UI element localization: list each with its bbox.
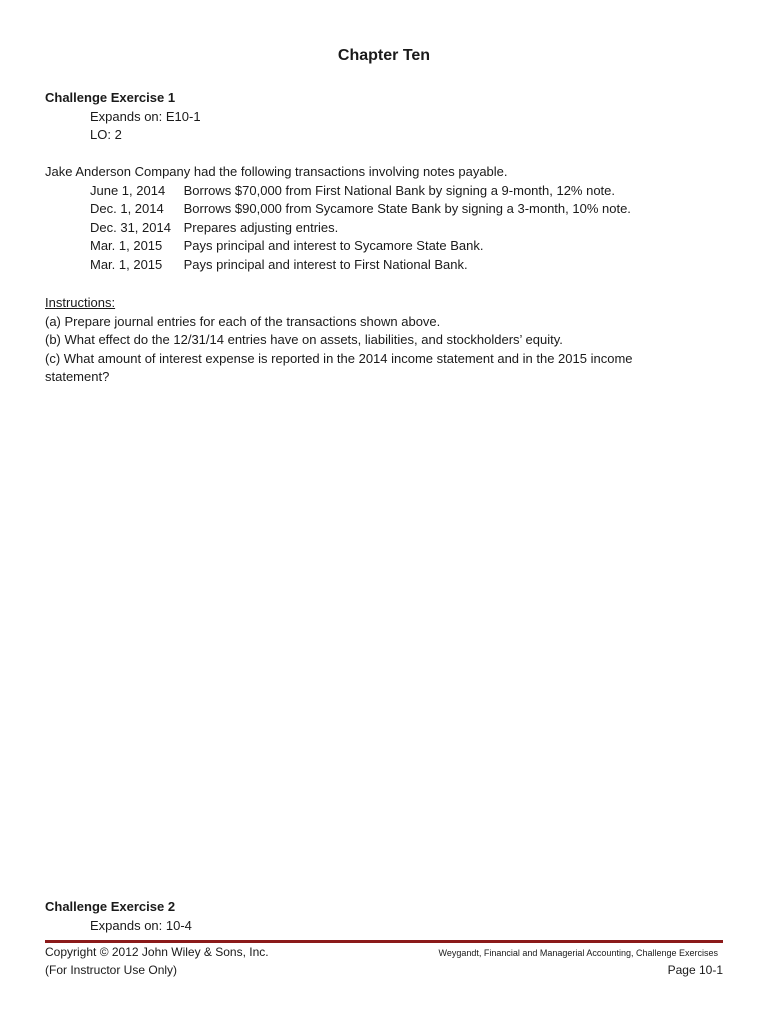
transaction-text: Borrows $90,000 from Sycamore State Bank by signing a 3-month, 10% note. (183, 201, 631, 217)
footer-instructor-note: (For Instructor Use Only) (45, 963, 178, 977)
transaction-row (45, 182, 725, 201)
transaction-text: Prepares adjusting entries. (183, 219, 339, 235)
footer-left (45, 943, 269, 979)
transactions-intro: Jake Anderson Company had the following transactions involving notes payable. (45, 164, 508, 179)
exercise-1-instructions (45, 294, 675, 387)
exercise-2-header (45, 898, 725, 935)
transaction-text: Pays principal and interest to First National Bank. (183, 256, 468, 272)
transaction-date: Mar. 1, 2015 (90, 256, 163, 272)
transaction-date: June 1, 2014 (90, 182, 166, 198)
instruction-item: (a) Prepare journal entries for each of the transactions shown above. (45, 313, 441, 329)
instructions-label: Instructions: (45, 295, 116, 310)
transaction-row (45, 200, 725, 219)
exercise-1-heading: Challenge Exercise 1 (45, 90, 176, 105)
exercise-1-expands-on: Expands on: E10-1 (90, 108, 201, 124)
transaction-text: Borrows $70,000 from First National Bank by signing a 9-month, 12% note. (183, 182, 616, 198)
footer-copyright: Copyright © 2012 John Wiley & Sons, Inc. (45, 945, 269, 959)
instruction-item: (b) What effect do the 12/31/14 entries have on assets, liabilities, and stockholders’ equity. (45, 332, 563, 348)
transaction-date: Mar. 1, 2015 (90, 238, 163, 254)
exercise-2-expands-on: Expands on: 10-4 (90, 917, 192, 933)
footer-book-title: Weygandt, Financial and Managerial Accounting, Challenge Exercises (438, 948, 718, 958)
exercise-1-transactions (45, 163, 725, 275)
instruction-item: (c) What amount of interest expense is reported in the 2014 income statement and in the 2015 income statement? (45, 350, 633, 385)
transaction-text: Pays principal and interest to Sycamore State Bank. (183, 238, 484, 254)
transaction-row (45, 256, 725, 275)
footer-page-number: Page 10-1 (667, 963, 723, 977)
transaction-row (45, 219, 725, 238)
transaction-date: Dec. 31, 2014 (90, 219, 171, 235)
transaction-date: Dec. 1, 2014 (90, 201, 164, 217)
page-title: Chapter Ten (337, 47, 431, 64)
transaction-row (45, 237, 725, 256)
exercise-2-heading: Challenge Exercise 2 (45, 899, 176, 914)
exercise-1-header (45, 89, 725, 145)
exercise-1-lo: LO: 2 (90, 127, 122, 143)
